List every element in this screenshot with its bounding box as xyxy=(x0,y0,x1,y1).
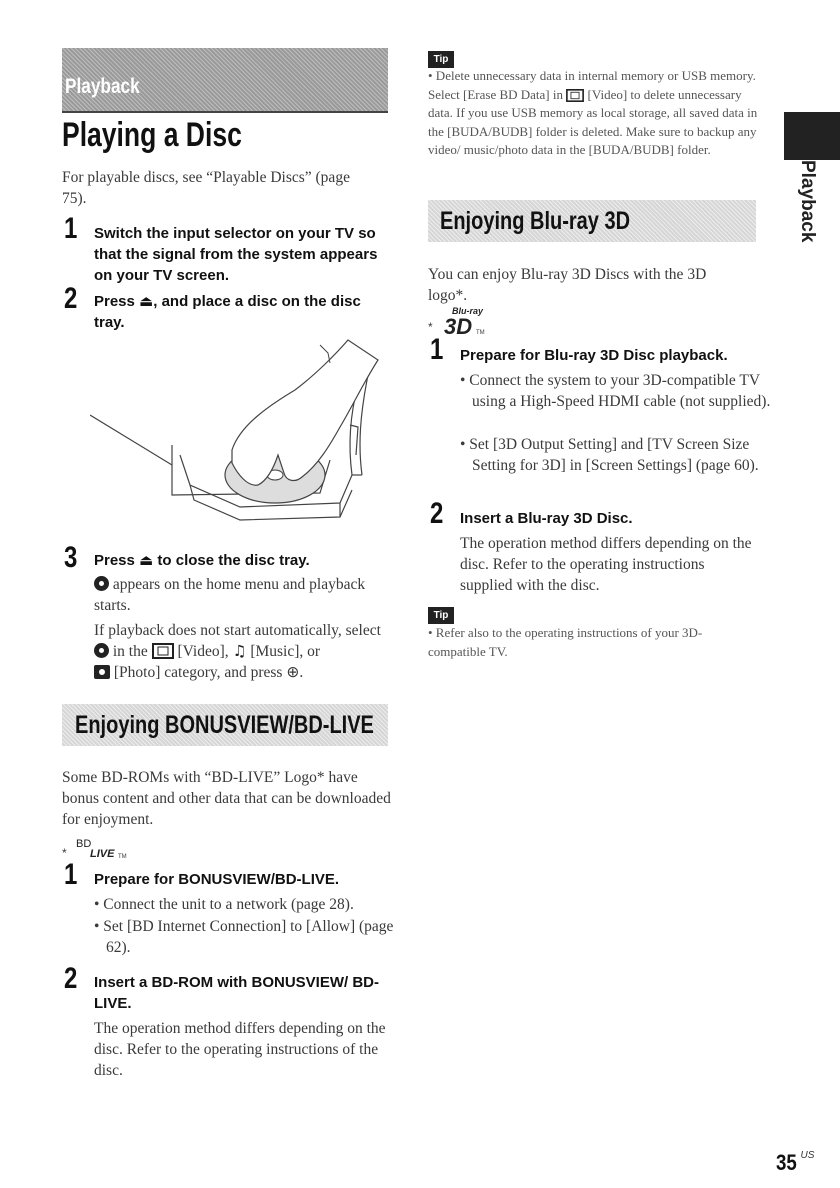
left-intro: For playable discs, see “Playable Discs” (page 75). xyxy=(62,169,350,207)
page-title: Playing a Disc xyxy=(62,116,242,154)
page-number: 35 $^{US}$ xyxy=(776,1150,815,1175)
hand-icon xyxy=(232,340,378,485)
step3-text-1: appears on the home menu and playback starts. xyxy=(94,576,366,614)
b-step1-bullet2: • Set [BD Internet Connection] to [Allow] (page 62). xyxy=(94,918,394,956)
eject-icon: ⏏ xyxy=(139,292,154,310)
b-step2-text: The operation method differs depending on the disc. Refer to the operating instructions of the disc. xyxy=(94,1020,386,1079)
step3-title-b: to close the disc tray. xyxy=(153,552,310,569)
3d-logo-text: 3D xyxy=(444,314,473,339)
disc-tray-illustration xyxy=(90,335,390,535)
bluray3d-intro: You can enjoy Blu-ray 3D Discs with the 3D logo*. xyxy=(428,266,707,304)
tip-text-2: • Refer also to the operating instructions of your 3D-compatible TV. xyxy=(428,625,703,659)
r-step2-title: Insert a Blu-ray 3D Disc. xyxy=(460,510,633,527)
section-title-bdlive: Enjoying BONUSVIEW/BD-LIVE xyxy=(75,711,374,739)
b-step1-title: Prepare for BONUSVIEW/BD-LIVE. xyxy=(94,871,340,888)
step2-title-a: Press xyxy=(94,293,140,310)
r-step2-text: The operation method differs depending on the disc. Refer to the operating instructions supplied with the disc. xyxy=(460,535,752,594)
eject-icon: ⏏ xyxy=(139,551,154,569)
bdlive-intro: Some BD-ROMs with “BD-LIVE” Logo* have bonus content and other data that can be downloaded for enjoyment. xyxy=(62,769,391,828)
side-tab-label: Playback xyxy=(797,160,818,243)
bdlive-logo: * BD LIVE TM xyxy=(62,838,127,860)
disc-icon xyxy=(94,576,109,591)
photo-icon xyxy=(94,665,110,679)
bd-logo-text: BD xyxy=(76,838,92,850)
r-step2-number: 2 xyxy=(430,497,444,530)
header-tab-rule xyxy=(62,111,388,113)
video-icon xyxy=(566,89,584,102)
step1-number: 1 xyxy=(64,212,78,245)
music-icon: ♫ xyxy=(232,642,247,660)
b-step2-title: Insert a BD-ROM with BONUSVIEW/ BD-LIVE. xyxy=(94,974,380,1012)
step3-text-2: If playback does not start automatically, select in the [Video], ♫ [Music], or [Photo] category, and press ⊕. xyxy=(94,622,381,681)
step2-title xyxy=(94,291,394,333)
step2-title-b: , and place a disc on the disc tray. xyxy=(94,293,361,331)
bluray3d-logo: * Blu-ray 3D TM xyxy=(428,306,485,339)
b-step1-bullet1: • Connect the unit to a network (page 28). xyxy=(94,896,354,913)
header-tab-label: Playback xyxy=(65,75,140,98)
section-title-bluray3d: Enjoying Blu-ray 3D xyxy=(440,207,631,235)
step1-title: Switch the input selector on your TV so that the signal from the system appears on your TV screen. xyxy=(94,225,378,284)
tip-badge-2: Tip xyxy=(428,607,454,624)
step2-number: 2 xyxy=(64,282,78,315)
side-tab-bar xyxy=(784,112,840,160)
b-step1-number: 1 xyxy=(64,858,78,891)
r-step1-number: 1 xyxy=(430,333,444,366)
r-step1-title: Prepare for Blu-ray 3D Disc playback. xyxy=(460,347,728,364)
r-step1-bullet1: • Connect the system to your 3D-compatible TV using a High-Speed HDMI cable (not supplied). xyxy=(460,372,771,410)
live-logo-text: LIVE xyxy=(90,848,115,860)
r-step1-bullet2: • Set [3D Output Setting] and [TV Screen Size Setting for 3D] in [Screen Settings] (page 60). xyxy=(460,436,759,474)
enter-icon: ⊕ xyxy=(286,663,300,681)
step3-number: 3 xyxy=(64,541,78,574)
b-step2-number: 2 xyxy=(64,962,78,995)
step3-title xyxy=(94,550,394,571)
step3-title-a: Press xyxy=(94,552,140,569)
tip-text-1: • Delete unnecessary data in internal memory or USB memory. Select [Erase BD Data] in [Video] to delete unnecessary data. If you use USB memory as local storage, all saved data in the [BUDA/BUDB] folder is deleted. Make sure to backup any video/ music/photo data in the [BUDA/BUDB] folder. xyxy=(428,68,758,157)
disc-icon xyxy=(94,643,109,658)
bluray-logo-text: Blu-ray xyxy=(452,306,484,316)
tip-badge: Tip xyxy=(428,51,454,68)
video-icon xyxy=(152,643,174,659)
